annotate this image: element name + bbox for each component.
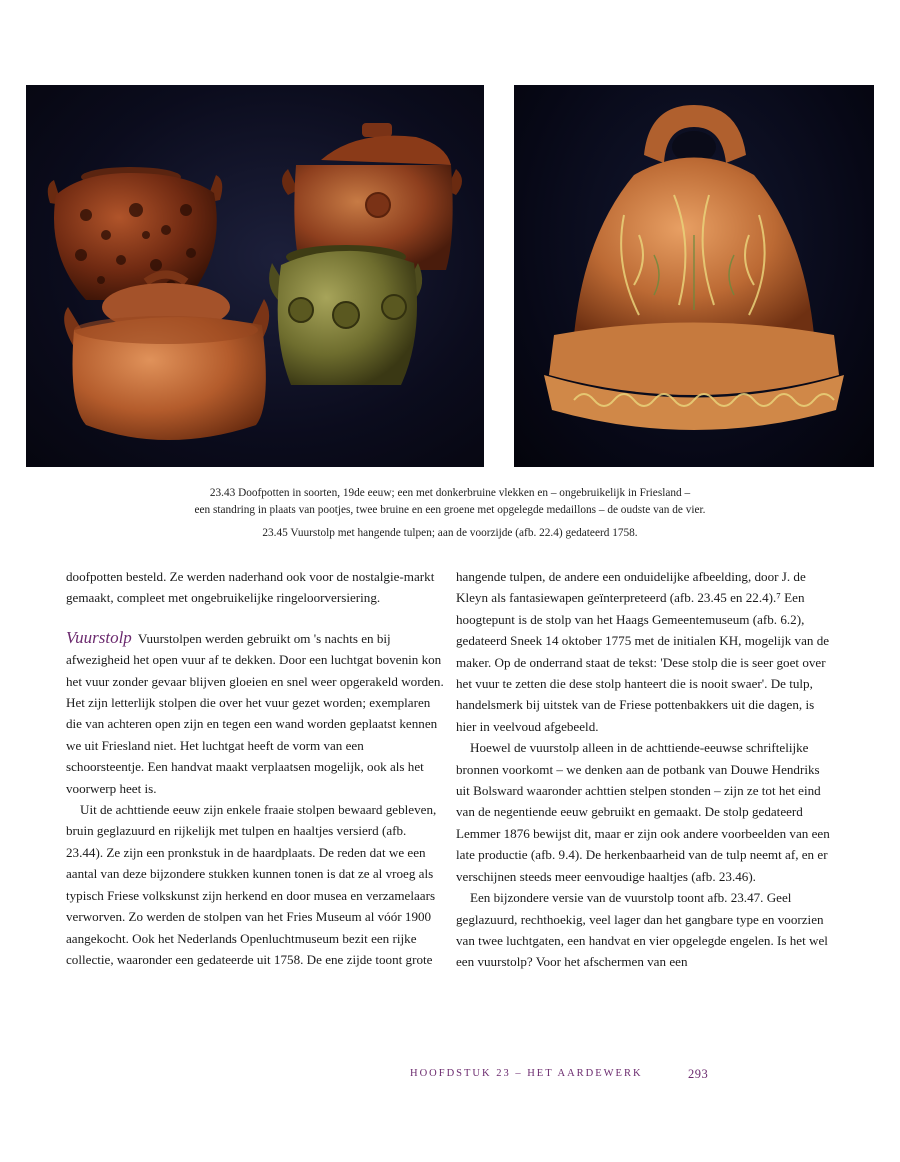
text-column-left (66, 566, 444, 970)
paragraph: hangende tulpen, de andere een onduidelijke afbeelding, door J. de Kleyn als fantasiewapen geïnterpreteerd (afb. 23.45 en 22.4).⁷ Een hoogtepunt is de stolp van het Haags Gemeentemuseum (afb. 6.2), gedateerd Sneek 14 oktober 1775 met de initialen KH, mogelijk van de maker. Op de onderrand staat de tekst: 'Dese stolp die is seer goet over het vuur te zetten die dese stolp hanteert die is nooit swaer'. De tulp, handelsmerk bij uitstek van de Friese pottenbakkers uit die dagen, is hier in veelvoud afgebeeld. (456, 569, 830, 734)
paragraph: Uit de achttiende eeuw zijn enkele fraaie stolpen bewaard gebleven, bruin geglazuurd en rijkelijk met tulpen en haaltjes versierd (afb. 23.44). Ze zijn een pronkstuk in de haardplaats. De reden dat we een aantal van deze bijzondere stukken kunnen tonen is dat ze al vroeg als typisch Friese volkskunst zijn herkend en door musea en verzamelaars verworven. Zo werden de stolpen van het Fries Museum al vóór 1900 aangekocht. Ook het Nederlands Openluchtmuseum bezit een rijke collectie, waaronder een gedateerde uit 1758. De ene zijde toont grote (66, 802, 437, 967)
section-heading-vuurstolp: Vuurstolp (66, 627, 132, 647)
caption-block (100, 485, 800, 542)
caption-23-43-line1: 23.43 Doofpotten in soorten, 19de eeuw; een met donkerbruine vlekken en – ongebruikelijk in Friesland – (209, 487, 691, 499)
page-number: 293 (688, 1067, 709, 1081)
caption-23-43-line2: een standring in plaats van pootjes, twee bruine en een groene met opgelegde medaillons – de oudste van de vier. (194, 504, 706, 516)
vuurstolp-object (544, 105, 844, 430)
photo-doofpotten (26, 85, 484, 467)
paragraph: Hoewel de vuurstolp alleen in de achttiende-eeuwse schriftelijke bronnen voorkomt – we denken aan de potbank van Douwe Hendriks uit Bolsward waaronder achttien stelpen stonden – zijn ze tot het eind van de negentiende eeuw gebruikt en gemaakt. De stolp gedateerd Lemmer 1876 bewijst dit, maar er zijn ook andere voorbeelden van een late productie (afb. 9.4). De herkenbaarheid van de tulp neemt af, en er verschijnen steeds meer eenvoudige haaltjes (afb. 23.46). (456, 740, 830, 884)
pot-green-medallions (269, 245, 422, 385)
photo-vuurstolp (514, 85, 874, 467)
paragraph (66, 627, 444, 799)
paragraph: Een bijzondere versie van de vuurstolp toont afb. 23.47. Geel geglazuurd, rechthoekig, veel lager dan het gangbare type en voorzien van twee luchtgaten, een handvat en vier opgelegde engelen. Is het wel een vuurstolp? Voor het afschermen van een (456, 890, 828, 970)
text-column-right (456, 566, 834, 973)
pot-spotted (48, 167, 223, 300)
caption-23-45: 23.45 Vuurstolp met hangende tulpen; aan de voorzijde (afb. 22.4) gedateerd 1758. (262, 527, 638, 539)
paragraph: doofpotten besteld. Ze werden naderhand ook voor de nostalgie-markt gemaakt, compleet met ongebruikelijke ringeloorversiering. (66, 569, 435, 606)
running-head: HOOFDSTUK 23 – HET AARDEWERK (410, 1068, 643, 1079)
paragraph-text: Vuurstolpen werden gebruikt om 's nachts en bij afwezigheid het open vuur af te dekken. Door een luchtgat bovenin kon het vuur zonder gevaar blijven gloeien en snel weer opgerakeld worden. Het zijn letterlijk stolpen die over het vuur gezet worden; exemplaren die van achteren open zijn en tegen een wand worden geplaatst kennen we uit Friesland niet. Het luchtgat heeft de vorm van een schoorsteentje. Een handvat maakt verplaatsen mogelijk, ook als het voorwerp heet is. (66, 630, 444, 796)
